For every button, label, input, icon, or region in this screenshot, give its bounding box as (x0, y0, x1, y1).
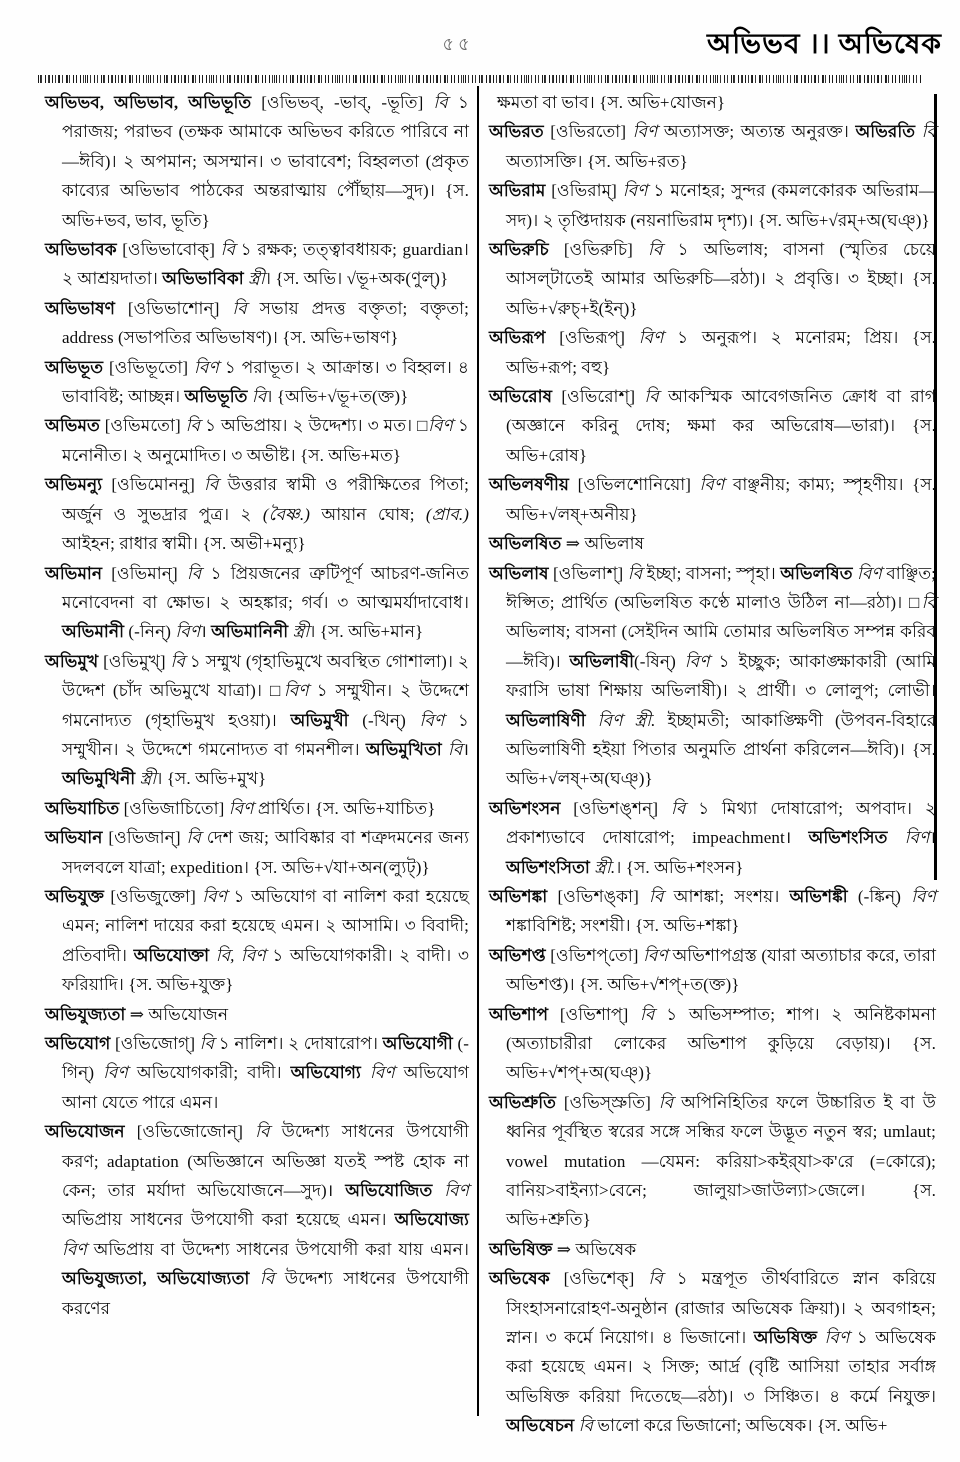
entry-text: ১ সম্মুখ (গৃহাভিমুখে অবস্থিত গোশালা)। ২ উদ্দেশ (চাঁদ অভিমুখে যাত্রা)। □ (62, 651, 469, 701)
entry-text: ১ মিথ্যা দোষারোপ; অপবাদ। ২ প্রকাশ্যভাবে দোষারোপ; impeachment। (506, 798, 936, 848)
grammar-label: বি (647, 240, 678, 260)
entry-text: উদ্দেশ্য সাধনের উপযোগী করণ; adaptation (অভিজ্ঞানে অভিজ্ঞা যতই স্পষ্ট হোক না কেন; তার মর্যাদা অভিযোজনে—সুদ)। (62, 1122, 469, 1201)
headword: অভিরাম (489, 181, 552, 201)
headword: অভিযোজন (45, 1122, 137, 1142)
grammar-label: বিণ (202, 886, 234, 906)
entry-text: (-নিন্) (128, 622, 176, 642)
entry-text: [ওভিশঙ্‌কা] (557, 886, 649, 906)
entry-text: [ওভিমোননু] (111, 475, 205, 495)
entry-text: ১ মনোহর; সুন্দর (কমলকোরক অভিরাম—সদ)। ২ তৃপ্তিদায়ক (নয়নাভিরাম দৃশ্য)। {স. অভি+√রম্+অ(ঘঞ্)} (506, 181, 937, 230)
grammar-label: বি (185, 416, 205, 436)
entry-text: ⇒ অভিলাষ (565, 534, 645, 554)
entry-text: [ওভিশেক্] (563, 1269, 649, 1289)
entry-text: (-ষিন্) (634, 651, 685, 671)
entry-text: ১ পরাজয়; পরাভব (তক্ষক আমাকে অভিভব করিতে পারিবে না—ঈবি)। ২ অপমান; অসম্মান। ৩ ভাবাবেশ; বিহ্বলতা (প্রকৃত কাব্যের অভিভাব পাঠকের অন্তরাত্মায় পৌঁছায়—সুদ)। {স. অভি+ভব, ভাব, ভূতি} (62, 93, 469, 230)
sub-headword: অভিষিক্ত (753, 1328, 825, 1348)
dictionary-entry (45, 794, 469, 823)
entry-text: ১ অভিযোগকারী। ২ বাদী। ৩ ফরিয়াদি। {স. অভি+যুক্ত} (62, 945, 469, 995)
headword: অভিরোষ (489, 387, 562, 407)
grammar-label: বিণ (904, 828, 930, 848)
entry-text: [ওভিরাম্] (551, 181, 623, 201)
sub-headword: অভিমুখী (290, 710, 363, 730)
headword: অভিশ্রুতি (489, 1092, 564, 1112)
sub-headword: অভিযুজ্যতা, অভিযোজ্যতা (62, 1269, 260, 1289)
dictionary-entry (45, 235, 469, 294)
sub-headword: অভিলষিত (780, 563, 858, 583)
grammar-label: বি (649, 886, 674, 906)
entry-text: ইচ্ছা; বাসনা; স্পৃহা। (646, 563, 781, 583)
grammar-label: বি (259, 1269, 285, 1289)
headword: অভিমন্যু (45, 475, 112, 495)
sub-headword: অভিযোগ্য (290, 1063, 370, 1083)
grammar-label: বি (433, 93, 458, 112)
entry-text: [ওভিলাশ্] (553, 563, 628, 583)
grammar-label: বি (220, 240, 241, 260)
entry-text: ১ অভিষেক করা হয়েছে এমন। ২ সিক্ত; আর্দ্র (বৃষ্টি আসিয়া তাহার সর্বাঙ্গ অভিষিক্ত করিয়া দিতেছে—রঠা)। ৩ সিঞ্চিত। ৪ কর্মে নিযুক্ত। (506, 1328, 937, 1406)
dictionary-entry (45, 882, 469, 1000)
entry-text: অত্যাসক্তি। {স. অভি+রত} (506, 151, 688, 171)
dictionary-entry (45, 88, 469, 235)
dictionary-entry (489, 382, 936, 470)
headword: অভিভাষণ (45, 298, 128, 318)
grammar-label: বি (204, 475, 228, 495)
entry-text: ১ সম্মুখীন। ২ উদ্দেশে গমনোদ্যত (গৃহাভিমুখ হওয়া)। (62, 681, 469, 730)
entry-text: ১ অভিপ্রায়। ২ উদ্দেশ্য। ৩ মত। □ (205, 416, 429, 436)
sub-headword: অভিশংসিতা (506, 857, 595, 877)
grammar-label: বি (648, 1269, 677, 1289)
entry-text: । {অভি+√ভূ+ত(ক্ত)} (266, 387, 409, 407)
grammar-label: বিণ (103, 1063, 137, 1083)
headword: অভিযুজ্যতা (45, 1004, 130, 1024)
entry-text: উদ্দেশ্য সাধনের উপযোগী করণের (62, 1269, 469, 1318)
entry-text: সভায় প্রদত্ত বক্তৃতা; বক্তৃতা; address (সভাপতির অভিভাষণ)। {স. অভি+ভাষণ} (62, 298, 469, 348)
left-column (45, 88, 469, 1323)
dictionary-entry (45, 353, 469, 412)
entry-text: [ওভিজোগ্] (114, 1034, 200, 1053)
entry-text: ১ সম্মুখীন। ২ উদ্দেশে গমনোদ্যত বা গমনশীল। (62, 710, 470, 759)
grammar-label: বিণ (638, 328, 678, 348)
sub-headword: অভিমানী (62, 622, 129, 642)
grammar-label: (বৈষ্ণ.) (262, 504, 322, 524)
entry-text: [ওভিরুচি] (563, 240, 648, 260)
grammar-label: বি, বিণ (215, 945, 273, 965)
headword: অভিযোগ (45, 1034, 115, 1053)
headword: অভিযাচিত (45, 798, 124, 818)
entry-text: [ওভিজোজোন্] (136, 1122, 256, 1142)
entry-text: (-ঙ্কিন্) (857, 886, 912, 906)
grammar-label: বি (578, 1416, 598, 1436)
headword: অভিশাপ (489, 1004, 560, 1024)
headword: অভিষেক (489, 1269, 564, 1289)
entry-text: [ওভিজান্] (108, 828, 187, 848)
entry-text: আইহন; রাধার স্বামী। {স. অভী+মন্যু} (62, 534, 306, 554)
dictionary-entry (45, 294, 469, 353)
grammar-label: বিণ (911, 886, 936, 906)
dictionary-entry (489, 529, 936, 558)
grammar-label: বি (921, 122, 936, 142)
dictionary-entry (489, 117, 936, 176)
grammar-label: বি (627, 563, 647, 583)
entry-text: ১ মন্ত্রপূত তীর্থবারিতে স্নান করিয়ে সিংহাসনারোহণ-অনুষ্ঠান (রাজার অভিষেক ক্রিয়া)। ২ অবগাহন; স্নান। ৩ কর্মে নিয়োগ। ৪ ভিজানো। (506, 1269, 936, 1348)
entry-text: ১ অভিলাষ; বাসনা (স্মৃতির চেয়ে আসল্‌টাতেই আমার অভিরুচি—রঠা)। ২ প্রবৃত্তি। ৩ ইচ্ছা। {স. অভি+√রুচ্+ই(ইন্)} (506, 240, 936, 318)
dictionary-entry (489, 176, 936, 235)
entry-text: [ওভিরূপ্] (559, 328, 639, 348)
entry-text: বাঞ্ছিত; ঈপ্সিত; প্রার্থিত (অভিলষিত কণ্ঠে মালাও উঠিল না—রঠা)। □ (506, 563, 937, 612)
sub-headword: অভিমানিনী (211, 622, 293, 642)
grammar-label: বিণ (643, 945, 673, 965)
sub-headword: অভিলাষিণী (506, 710, 598, 730)
entry-text: ⇒ অভিযোজন (129, 1004, 229, 1024)
entry-text: ১ রক্ষক; তত্ত্বাবধায়ক; guardian। ২ আশ্রয়দাতা। (62, 240, 469, 289)
grammar-label: বিণ (228, 798, 258, 818)
dictionary-entry (489, 1235, 936, 1264)
sub-headword: অভিষেচন (506, 1416, 579, 1436)
dictionary-entry (45, 411, 469, 470)
entry-text: । (200, 622, 212, 642)
dictionary-entry (45, 470, 469, 558)
dictionary-entry (489, 1000, 936, 1088)
grammar-label: বি (640, 1004, 667, 1024)
grammar-label: বিণ (194, 357, 225, 377)
sub-headword: অভিমুখিনী (62, 769, 140, 789)
entry-text: [ওভিস্‌স্রুতি] (563, 1092, 659, 1112)
dictionary-entry (45, 823, 469, 882)
headword: অভিলাষ (489, 563, 554, 583)
entry-text: [ওভিভূতো] (108, 357, 195, 377)
right-column (489, 88, 936, 1441)
column-divider-rule (477, 86, 479, 1416)
entry-text: [ওভিভাশোন্] (127, 298, 233, 318)
entry-text: [ওভিরোশ্] (561, 387, 645, 407)
entry-text: [ওভিজুক্তো] (110, 886, 203, 906)
entry-text: ইচ্ছামতী; আকাঙ্ক্ষিণী (উপবন-বিহারে অভিলাষিণী হইয়া পিতার অনুমতি প্রার্থনা করিলেন—ঈবি)। {স. অভি+√লষ্+অ(ঘঞ্)} (506, 710, 936, 789)
dictionary-entry (489, 794, 936, 882)
grammar-label: বিণ (857, 563, 887, 583)
headword: অভিলষিত (489, 534, 566, 554)
grammar-label: বি (199, 1034, 219, 1053)
headword: অভিশপ্ত (489, 945, 551, 965)
entry-text: [ওভিভাবোক্] (122, 240, 221, 260)
entry-text: অভিযোগকারী; বাদী। (136, 1063, 291, 1083)
dictionary-entry (489, 1088, 936, 1235)
sub-headword: অভিযোজ্য (394, 1210, 469, 1230)
entry-text: [ওভিমান্] (111, 563, 187, 583)
headword: অভিভব, অভিভাব, অভিভূতি (45, 93, 262, 112)
grammar-label: বি (186, 828, 207, 848)
entry-text: ১ অভিসম্পাত; শাপ। ২ অনিষ্টকামনা (অত্যাচারীরা লোকের অভিশাপ কুড়িয়ে বেড়ায়)। {স. অভি+√শপ্+অ(ঘঞ্)} (506, 1004, 936, 1083)
entry-text: । (929, 828, 936, 848)
headword: অভিমান (45, 563, 112, 583)
grammar-label: বিণ (428, 416, 458, 436)
grammar-label: বি (170, 651, 190, 671)
entry-text: [ওভিমুখ্] (103, 651, 171, 671)
entry-text: অভিপ্রায় সাধনের উপযোগী করা হয়েছে এমন। (62, 1210, 395, 1230)
grammar-label: বিণ (632, 122, 664, 142)
grammar-label: স্ত্রী (139, 769, 157, 789)
grammar-label: স্ত্রী. (594, 857, 616, 877)
entry-text: ১ মনোনীত। ২ অনুমোদিত। ৩ অভীষ্ট। {স. অভি+মত} (62, 416, 469, 465)
entry-text: ১ অভিযোগ বা নালিশ করা হয়েছে এমন; নালিশ দায়ের করা হয়েছে এমন। ২ আসামি। ৩ বিবাদী; প্রতিবাদী। (62, 886, 469, 965)
grammar-label: বিণ (175, 622, 201, 642)
dictionary-entry (489, 235, 936, 323)
entry-text: শঙ্কাবিশিষ্ট; সংশয়ী। {স. অভি+শঙ্কা} (506, 916, 740, 936)
entry-text: আশঙ্কা; সংশয়। (673, 886, 790, 906)
sub-headword: অভিযোক্তা (133, 945, 216, 965)
entry-text: ১ নালিশ। ২ দোষারোপ। (218, 1034, 383, 1053)
entry-text: ভালো করে ভিজানো; অভিষেক। {স. অভি+ (597, 1416, 888, 1436)
grammar-label: স্ত্রী (248, 269, 265, 289)
grammar-label: স্ত্রী (292, 622, 310, 642)
grammar-label: বিণ (824, 1328, 857, 1348)
entry-text: [ওভিমতো] (104, 416, 186, 436)
headword: অভিমুখ (45, 651, 104, 671)
entry-text: ⇒ অভিষেক (556, 1239, 637, 1259)
grammar-label: বি (670, 798, 699, 818)
sub-headword: অভিলাষী (569, 651, 635, 671)
entry-text: ক্ষমতা বা ভাব। {স. অভি+যোজন} (497, 93, 726, 112)
entry-text: । {স. অভি। √ভূ+অক(ণুল্)} (264, 269, 449, 289)
entry-text: ১ ইচ্ছুক; আকাঙ্ক্ষাকারী (আমি ফরাসি ভাষা শিক্ষায় অভিলাষী)। ২ প্রার্থী। ৩ লোলুপ; লোভী। (506, 651, 937, 701)
headword: অভিভূত (45, 357, 109, 377)
grammar-label: বিণ (283, 681, 317, 701)
sub-headword: অভিভূতি (184, 387, 252, 407)
grammar-label: বি (255, 1122, 282, 1142)
entry-text: [ওভিশাপ্] (559, 1004, 640, 1024)
grammar-label: বি (251, 387, 267, 407)
entry-text: অভিযোগ আনা যেতে পারে এমন। (62, 1063, 469, 1112)
entry-text: অত্যাসক্ত; অত্যন্ত অনুরক্ত। (663, 122, 856, 142)
grammar-label: বি (644, 387, 669, 407)
headword: অভিমত (45, 416, 105, 436)
entry-text: ১ প্রিয়জনের ত্রুটিপূর্ণ আচরণ-জনিত মনোবেদনা বা ক্ষোভ। ২ অহঙ্কার; গর্ব। ৩ আত্মমর্যাদাবোধ। (62, 563, 469, 612)
dictionary-entry (489, 470, 936, 529)
entry-text: । {স. অভি+শংসন} (615, 857, 744, 877)
headword: অভিশংসন (489, 798, 574, 818)
entry-text: অভিলাষ; বাসনা (সেইদিন আমি তোমার অভিলষিত সম্পন্ন করিব—ঈবি)। (506, 622, 936, 671)
entry-text: আয়ান ঘোষ; (321, 504, 426, 524)
entry-text: [ওভিশপ্‌তো] (550, 945, 644, 965)
entry-text: দেশ জয়; আবিষ্কার বা শত্রুদমনের জন্য সদলবলে যাত্রা; expedition। {স. অভি+√যা+অন(ল্যুট্)} (62, 828, 470, 877)
entry-text: অপিনিহিতির ফলে উচ্চারিত ই বা উ ধ্বনির পূর্বস্থিত স্বরের সঙ্গে সন্ধির ফলে উদ্ভূত নতুন স্বর; umlaut; vowel mutation —যেমন: করিয়া>কইর্‌যা>ক'রে (=কোরে); বানিয়>বাইন্যা>বেনে; জালুয়া>জাউল্যা>জেলে। {স. অভি+শ্রুতি} (506, 1092, 936, 1230)
entry-text: ১ অনুরূপ। ২ মনোরম; প্রিয়। {স. অভি+রূপ; বহু} (506, 328, 936, 377)
entry-text: [ওভিলশোনিয়ো] (577, 475, 700, 495)
sub-headword: অভিশঙ্কী (789, 886, 858, 906)
entry-text: ১ পরাভূত। ২ আক্রান্ত। ৩ বিহ্বল। ৪ ভাবাবিষ্ট; আচ্ছন্ন। (62, 357, 470, 407)
grammar-label: বিণ (62, 1239, 94, 1259)
grammar-label: বিণ স্ত্রী. (597, 710, 668, 730)
headword: অভিরত (489, 122, 551, 142)
grammar-label: বিণ (622, 181, 654, 201)
headword: অভিযান (45, 828, 109, 848)
entry-text: [ওভিজাচিতো] (123, 798, 229, 818)
entry-text: [ওভিভব্, -ভাব্, -ভূতি] (261, 93, 434, 112)
headword: অভিভাবক (45, 240, 123, 260)
headword: অভিষিক্ত (489, 1239, 557, 1259)
dictionary-entry (489, 1264, 936, 1440)
sub-headword: অভিশংসিত (808, 828, 905, 848)
headword: অভিলষণীয় (489, 475, 578, 495)
entry-text: অভিপ্রায় বা উদ্দেশ্য সাধনের উপযোগী করা যায় এমন। (93, 1239, 470, 1259)
entry-text: । (462, 739, 469, 759)
grammar-label: বি (232, 298, 260, 318)
sub-headword: অভিযোজিত (345, 1181, 445, 1201)
entry-text: [ওভিশঙ্‌শন্] (573, 798, 671, 818)
dictionary-entry (45, 647, 469, 794)
headword: অভিরুচি (489, 240, 564, 260)
dictionary-entry (45, 1000, 469, 1029)
entry-continuation (489, 88, 936, 117)
entry-text: প্রার্থিত। {স. অভি+যাচিত} (257, 798, 436, 818)
headword: অভিযুক্ত (45, 886, 111, 906)
entry-text: অভিশাপগ্রস্ত (যারা অত্যাচার করে, তারা অভিশপ্ত)। {স. অভি+√শপ্+ত(ক্ত)} (506, 945, 936, 995)
sub-headword: অভিমুখিতা (365, 739, 449, 759)
page-number: ৫৫ (442, 34, 474, 54)
grammar-label: বিণ (444, 1181, 469, 1201)
entry-text: (-গিন্) (62, 1034, 469, 1083)
headword: অভিশঙ্কা (489, 886, 558, 906)
grammar-label: বি (921, 592, 936, 612)
sub-headword: অভিযোগী (382, 1034, 458, 1053)
grammar-label: বি (658, 1092, 682, 1112)
entry-text: আকস্মিক আবেগজনিত ক্রোধ বা রাগ (অজ্ঞানে করিনু দোষ; ক্ষমা কর অভিরোষ—ভারা)। {স. অভি+রোষ} (506, 387, 936, 465)
entry-text: । {স. অভি+মান} (309, 622, 424, 642)
grammar-label: বি (448, 739, 463, 759)
grammar-label: বি (186, 563, 211, 583)
grammar-label: বিণ (419, 710, 458, 730)
entry-text: [ওভিরতো] (550, 122, 633, 142)
grammar-label: বিণ (684, 651, 719, 671)
dictionary-entry (489, 941, 936, 1000)
headword: অভিরূপ (489, 328, 560, 348)
dictionary-entry (45, 1029, 469, 1117)
guide-words: অভিভব ।। অভিষেক (707, 29, 942, 60)
dictionary-entry (489, 882, 936, 941)
dictionary-entry (489, 559, 936, 794)
sub-headword: অভিভাবিকা (162, 269, 249, 289)
grammar-label: (প্রাব.) (425, 504, 469, 524)
grammar-label: বিণ (699, 475, 733, 495)
dictionary-entry (489, 323, 936, 382)
dictionary-entry (45, 1117, 469, 1323)
entry-text: বাঞ্ছনীয়; কাম্য; স্পৃহণীয়। {স. অভি+√লষ্+অনীয়} (506, 475, 937, 524)
entry-text: (-খিন্) (362, 710, 420, 730)
entry-text: উত্তরার স্বামী ও পরীক্ষিতের পিতা; অর্জুন ও সুভদ্রার পুত্র। ২ (62, 475, 469, 524)
grammar-label: বিণ (369, 1063, 404, 1083)
dictionary-entry (45, 559, 469, 647)
scan-noise-strip (38, 75, 922, 83)
entry-text: । {স. অভি+মুখ} (156, 769, 267, 789)
sub-headword: অভিরতি (855, 122, 922, 142)
